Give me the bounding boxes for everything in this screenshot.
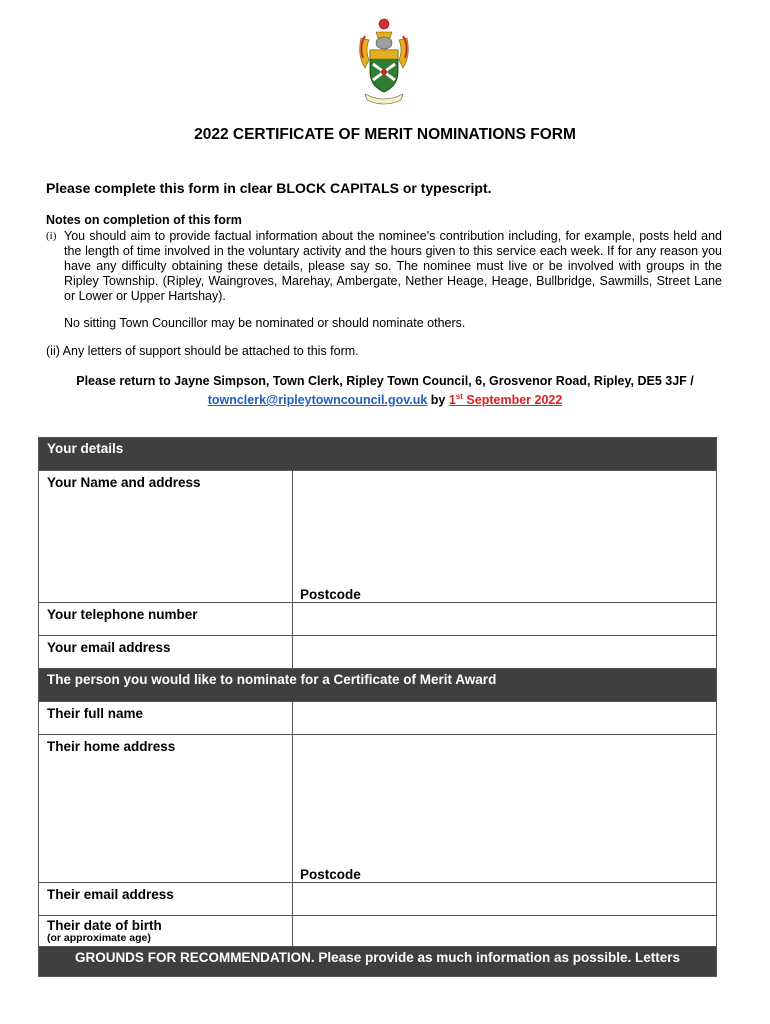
their-email-field[interactable] (293, 883, 717, 916)
note-one (46, 228, 722, 304)
note-two: (ii) Any letters of support should be attached to this form. (46, 344, 359, 358)
your-email-label: Your email address (39, 636, 293, 669)
form-title: 2022 CERTIFICATE OF MERIT NOMINATIONS FORM (194, 126, 576, 143)
note-one-text: You should aim to provide factual information about the nominee's contribution including, for example, posts held and the length of time involved in the voluntary activity and the hours given to this service each week. If for any reason you have any difficulty obtaining these details, please say so. The nominee must live or be involved with groups in the Ripley Township. (Ripley, Waingroves, Marehay, Ambergate, Nether Heage, Heage, Bullbridge, Sawmills, Street Lane or Lower or Upper Hartshay). (64, 229, 722, 303)
notes-heading: Notes on completion of this form (46, 213, 242, 227)
intro-instruction: Please complete this form in clear BLOCK CAPITALS or typescript. (46, 180, 492, 196)
town-clerk-email-link[interactable]: townclerk@ripleytowncouncil.gov.uk (207, 393, 428, 408)
their-postcode-label: Postcode (300, 867, 361, 882)
their-dob-label: Their date of birth (47, 918, 162, 933)
return-address-text: Please return to Jayne Simpson, Town Clerk, Ripley Town Council, 6, Grosvenor Road, Ripley, DE5 3JF / (76, 374, 694, 388)
deadline-ordinal: st (455, 392, 463, 401)
deadline-date (449, 393, 562, 407)
their-dob-note: (or approximate age) (47, 932, 151, 944)
your-telephone-field[interactable] (293, 603, 717, 636)
their-email-label: Their email address (39, 883, 293, 916)
their-dob-cell (39, 916, 293, 947)
return-by-text: by (427, 393, 449, 408)
town-crest-icon (355, 16, 413, 106)
your-postcode-label: Postcode (300, 587, 361, 602)
grounds-header: GROUNDS FOR RECOMMENDATION. Please provide as much information as possible. Letters (39, 947, 717, 977)
your-telephone-label: Your telephone number (39, 603, 293, 636)
note-one-number: (i) (46, 230, 57, 242)
their-home-address-label: Their home address (39, 735, 293, 883)
their-full-name-label: Their full name (39, 702, 293, 735)
deadline-month-year: September 2022 (462, 393, 563, 408)
your-email-field[interactable] (293, 636, 717, 669)
their-dob-field[interactable] (293, 916, 717, 947)
section-nominee: The person you would like to nominate for a Certificate of Merit Award (39, 669, 717, 702)
their-home-address-field[interactable] (293, 735, 717, 883)
return-instructions (40, 374, 730, 408)
deadline-day: 1 (448, 393, 456, 408)
your-name-address-label: Your Name and address (39, 471, 293, 603)
nomination-form-table (38, 437, 717, 977)
your-name-address-field[interactable] (293, 471, 717, 603)
their-full-name-field[interactable] (293, 702, 717, 735)
note-one-councillor-rule: No sitting Town Councillor may be nominated or should nominate others. (64, 316, 466, 330)
section-your-details: Your details (39, 438, 717, 471)
